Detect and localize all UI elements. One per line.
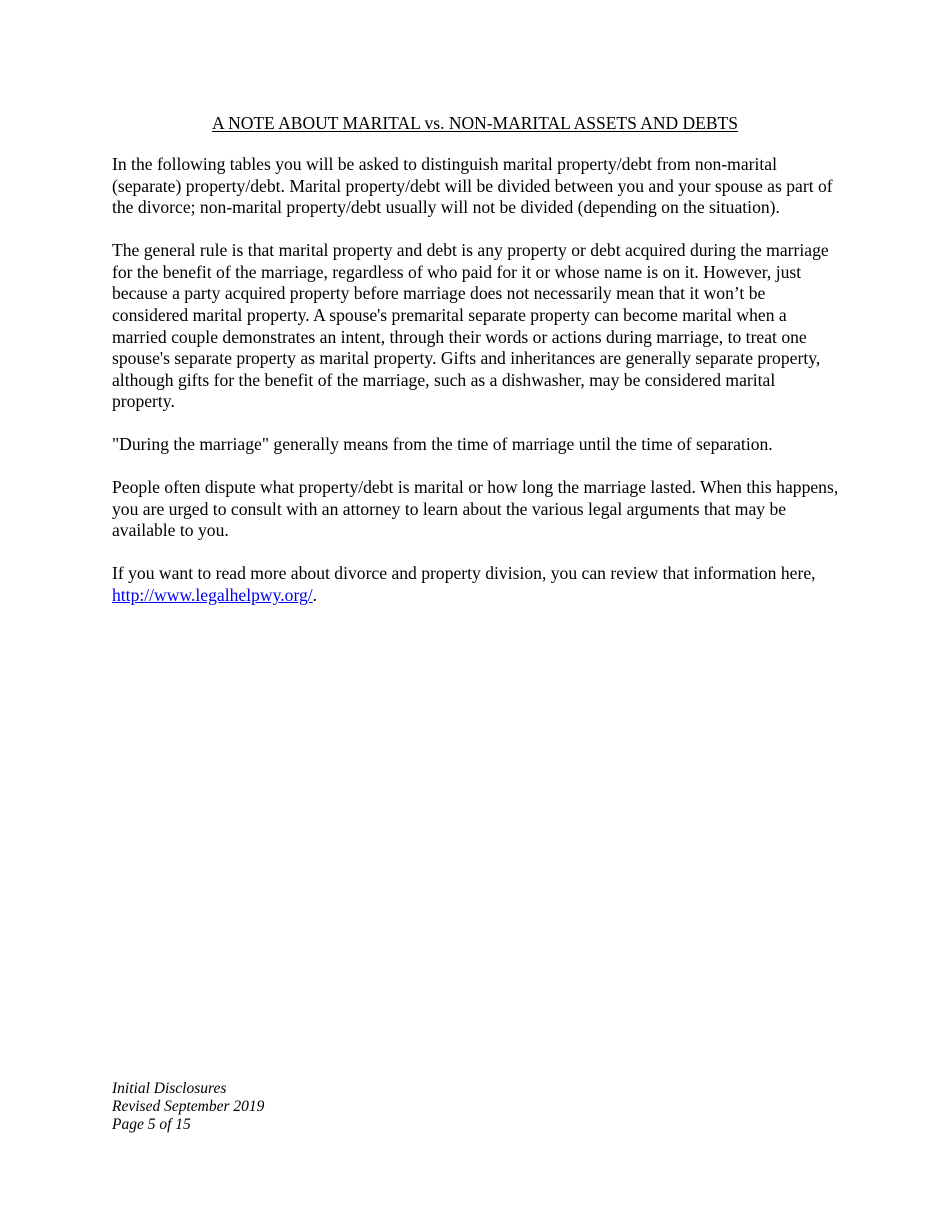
paragraph-general-rule: The general rule is that marital property and debt is any property or debt acquired during the marriage for the benefit of the marriage, regardless of who paid for it or whose name is on it. However, just because a party acquired property before marriage does not necessarily mean that it won’t be considered marital property. A spouse's premarital separate property can become marital when a married couple demonstrates an intent, through their words or actions during marriage, to treat one spouse's separate property as marital property. Gifts and inheritances are generally separate property, although gifts for the benefit of the marriage, such as a dishwasher, may be considered marital property.	[112, 240, 829, 412]
legalhelpwy-link[interactable]: http://www.legalhelpwy.org/	[112, 585, 313, 606]
footer-revision-date: Revised September 2019	[112, 1098, 265, 1115]
footer-page-number: Page 5 of 15	[112, 1116, 191, 1133]
page-footer	[112, 1080, 264, 1134]
read-more-period: .	[312, 585, 318, 606]
paragraph-during-marriage: "During the marriage" generally means from the time of marriage until the time of separation.	[112, 434, 773, 455]
paragraph-intro: In the following tables you will be asked to distinguish marital property/debt from non-marital (separate) property/debt. Marital property/debt will be divided between you and your spouse as part of the divorce; non-marital property/debt usually will not be divided (depending on the situation).	[112, 154, 833, 218]
paragraph-disputes: People often dispute what property/debt is marital or how long the marriage lasted. When this happens, you are urged to consult with an attorney to learn about the various legal arguments that may be available to you.	[112, 477, 839, 541]
document-body	[112, 154, 842, 628]
page-title	[0, 112, 950, 134]
footer-document-name: Initial Disclosures	[112, 1080, 227, 1097]
paragraph-read-more	[112, 563, 842, 606]
read-more-text: If you want to read more about divorce and property division, you can review that information here,	[112, 563, 816, 584]
page-title-text: A NOTE ABOUT MARITAL vs. NON-MARITAL ASSETS AND DEBTS	[212, 113, 738, 133]
